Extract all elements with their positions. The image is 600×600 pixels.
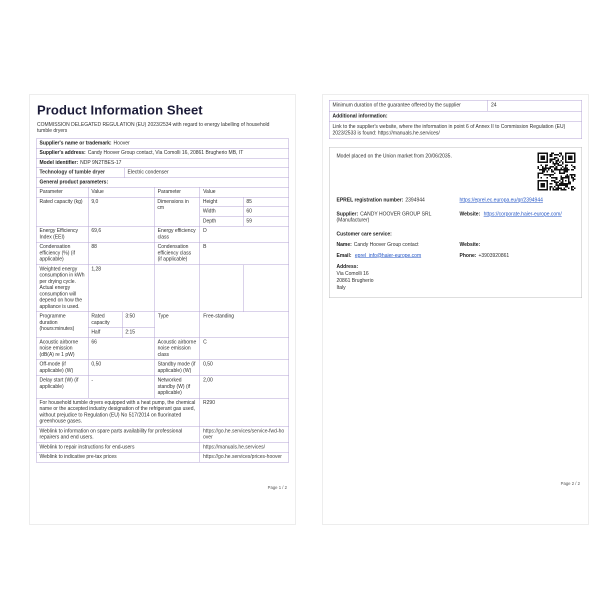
condensation-class-value: B — [200, 243, 289, 265]
dimension-width-value: 60 — [243, 207, 289, 216]
qr-code-icon — [538, 153, 576, 191]
eei-label: Energy Efficiency Index (EEI) — [39, 228, 79, 240]
page-2-footer: Page 2 / 2 — [560, 481, 580, 486]
contact-phone — [460, 253, 575, 259]
email-link[interactable]: eprel_info@haier-europe.com — [354, 252, 422, 259]
guarantee-label: Minimum duration of the guarantee offered by the supplier — [332, 102, 461, 108]
email-label: Email: — [336, 252, 352, 259]
header-parameter-1: Parameter — [39, 189, 63, 195]
row-noise — [37, 337, 289, 359]
address-label: Address: — [336, 264, 359, 270]
dimension-height-label: Height — [202, 198, 218, 205]
offmode-label: Off-mode (if applicable) (W) — [39, 361, 74, 374]
contact-email — [337, 253, 460, 259]
condensation-eff-label: Condensation efficiency (%) (if applicable) — [39, 244, 75, 262]
dimension-depth-value: 59 — [243, 217, 289, 226]
general-parameters-heading: General product parameters: — [39, 179, 109, 185]
row-energy — [37, 264, 289, 311]
table-header-row — [37, 187, 289, 197]
phone-label: Phone: — [459, 252, 477, 259]
eprel-value: 2394944 — [405, 197, 425, 203]
model-identifier-label: Model identifier: — [39, 159, 79, 166]
energy-empty-cell — [154, 265, 199, 312]
weblink-spares-link[interactable]: https://go.he.services/service-fwd-hoover — [203, 428, 285, 440]
contact-address — [337, 264, 575, 292]
delay-label: Delay start (W) (if applicable) — [39, 377, 79, 390]
name-label: Name: — [336, 242, 352, 248]
supplier-name-value: Hoover — [113, 140, 130, 146]
weblink-prices-label: Weblink to indicative pre-tax prices — [39, 454, 117, 460]
duration-label: Programme duration (hours:minutes) — [39, 313, 75, 332]
customer-care-heading: Customer care service: — [336, 231, 392, 237]
header-value-2: Value — [200, 188, 289, 197]
duration-half-label: Half — [91, 329, 101, 335]
supplier-address-value: Candy Hoover Group contact, Via Comolli 16, 20861 Brugherio MB, IT — [87, 150, 244, 156]
condensation-class-label: Condensation efficiency class (if applicable) — [154, 243, 199, 265]
row-condensation — [37, 242, 289, 264]
duration-values — [88, 312, 155, 337]
contact-name — [337, 242, 460, 248]
product-info-table — [36, 138, 289, 462]
rated-capacity-label: Rated capacity (kg) — [39, 198, 83, 205]
phone-value: +3903920861 — [478, 252, 510, 259]
supplier-website-sentence: Link to the supplier's website, where the information in point 6 of Annex II to Commission Regulation (EU) 2023/2533 is found: https://manuals.he.services/ — [332, 124, 566, 136]
header-value-1: Value — [88, 188, 154, 197]
row-eei — [37, 226, 289, 242]
address-line-2: 20861 Brugherio — [336, 278, 374, 284]
row-offmode — [37, 360, 289, 376]
page-1-footer: Page 1 / 2 — [267, 485, 287, 490]
supplier-label: Supplier: — [336, 211, 359, 217]
row-weblink-spares — [37, 426, 289, 442]
duration-rated-value: 3:50 — [122, 312, 155, 328]
type-value: Free-standing — [200, 312, 289, 337]
noise-class-label: Acoustic airborne noise emission class — [154, 338, 199, 360]
page-1 — [29, 94, 296, 525]
supplier-value: CANDY HOOVER GROUP SRL (Manufacturer) — [336, 211, 432, 223]
row-weblink-prices — [37, 452, 289, 462]
row-weblink-repair — [37, 442, 289, 452]
eei-class-value: D — [200, 227, 289, 243]
regulation-text: COMMISSION DELEGATED REGULATION (EU) 2023/2534 with regard to energy labelling of household tumble dryers — [37, 121, 270, 134]
supplier-name-label: Supplier's name or trademark: — [39, 140, 112, 146]
rated-capacity-value: 9,0 — [88, 197, 154, 226]
website2-label: Website: — [459, 242, 481, 248]
page-title: Product Information Sheet — [37, 102, 203, 118]
row-delay — [37, 376, 289, 398]
eprel-registration — [337, 198, 460, 204]
weblink-repair-label: Weblink to repair instructions for end-users — [39, 444, 135, 450]
row-refrigerant — [37, 398, 289, 427]
model-identifier-value: NDP 9N2TBES-17 — [80, 159, 122, 166]
supplier-address-row — [37, 149, 247, 158]
refrigerant-label: For household tumble dryers equipped with a heat pump, the chemical name or the accepted industry designation of the refrigerant gas used, without prejudice to Regulation (EU) No 517/2014 on fluorinated greenhouse gases. — [39, 399, 196, 424]
supplier-info-box — [329, 147, 582, 298]
technology-value: Electric condenser — [127, 169, 169, 175]
website-link[interactable]: https://corporate.haier-europe.com/ — [483, 211, 562, 217]
row-duration — [37, 312, 289, 338]
supplier-name-row — [37, 139, 133, 148]
condensation-eff-value: 88 — [88, 243, 154, 265]
refrigerant-value: R290 — [200, 398, 289, 426]
energy-label: Weighted energy consumption in kWh per drying cycle. Actual energy consumption will depend on how the appliance is used. — [39, 266, 85, 310]
noise-label: Acoustic airborne noise emission (dB(A) re 1 pW) — [39, 339, 79, 358]
page-2 — [322, 94, 589, 525]
noise-class-value: C — [200, 338, 289, 360]
standby-label: Standby mode (if applicable) (W) — [154, 360, 199, 376]
address-line-1: Via Comolli 16 — [336, 271, 369, 277]
eei-class-label: Energy efficiency class — [154, 227, 199, 243]
row-rated-capacity — [37, 197, 289, 226]
header-parameter-2: Parameter — [154, 188, 199, 197]
guarantee-table — [329, 100, 582, 139]
networked-value: 2,00 — [200, 376, 289, 398]
eei-value: 69,6 — [88, 227, 154, 243]
duration-rated-label: Rated capacity — [91, 313, 110, 326]
weblink-spares-label: Weblink to information on spare parts availability for professional repairers and end users. — [39, 428, 183, 440]
dimensions-values — [199, 197, 288, 226]
dimension-depth-label: Depth — [202, 218, 217, 224]
weblink-repair-link[interactable]: https://manuals.he.services/ — [203, 444, 266, 450]
model-identifier-row — [37, 158, 125, 167]
dimension-height-value: 85 — [243, 197, 289, 206]
type-label: Type — [154, 312, 199, 337]
eprel-label: EPREL registration number: — [336, 197, 404, 203]
technology-label: Technology of tumble dryer — [37, 168, 125, 177]
delay-value: - — [88, 376, 154, 398]
energy-value: 1,28 — [88, 265, 154, 312]
noise-value: 66 — [88, 338, 154, 360]
networked-label: Networked standby (W) (if applicable) — [154, 376, 199, 398]
supplier-address-label: Supplier's address: — [39, 150, 86, 156]
guarantee-value: 24 — [488, 101, 582, 111]
dimensions-label: Dimensions in cm — [154, 197, 199, 226]
market-placement-text: Model placed on the Union market from 20/06/2035. — [336, 153, 452, 159]
address-line-3: Italy — [336, 285, 346, 291]
energy-empty-cells — [199, 265, 288, 312]
duration-half-value: 2:15 — [122, 328, 155, 337]
website-info — [460, 211, 575, 224]
additional-info-heading: Additional information: — [332, 113, 388, 119]
eprel-link[interactable]: https://eprel.ec.europa.eu/qr/2394944 — [459, 197, 543, 203]
standby-value: 0,50 — [200, 360, 289, 376]
website-label: Website: — [459, 211, 481, 217]
supplier-info — [337, 211, 460, 224]
offmode-value: 0,50 — [88, 360, 154, 376]
dimension-width-label: Width — [202, 208, 216, 214]
weblink-prices-link[interactable]: https://go.he.services/prices-hoover — [203, 454, 282, 460]
name-value: Candy Hoover Group contact — [353, 242, 419, 248]
